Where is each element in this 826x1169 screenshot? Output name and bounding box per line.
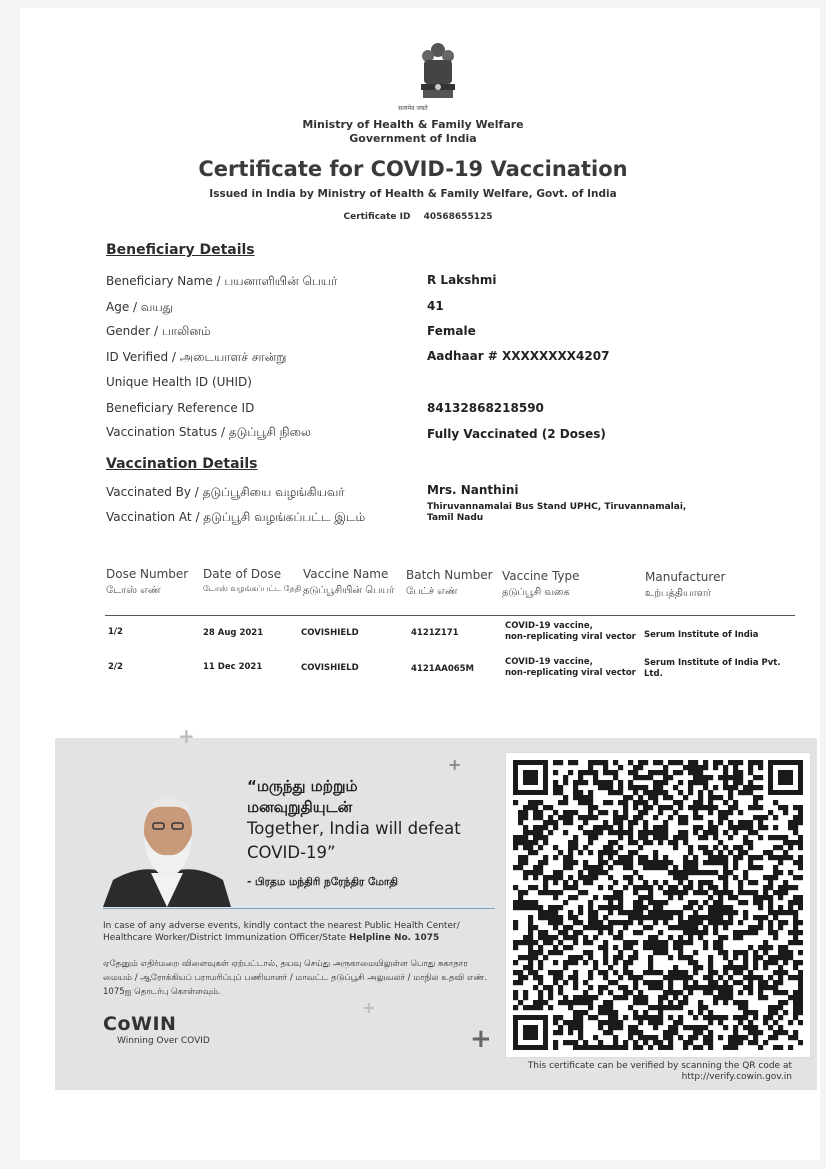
- promo-divider: [103, 908, 495, 909]
- header-en: Batch Number: [406, 568, 493, 582]
- type-line-1: COVID-19 vaccine,: [505, 621, 593, 631]
- row1-manufacturer: [644, 630, 759, 641]
- type-line-2: non-replicating viral vector: [505, 632, 636, 642]
- table-header-manufacturer: [645, 570, 725, 599]
- row1-vaccine: COVISHIELD: [301, 628, 359, 638]
- id-verified-label: ID Verified / அடையாளச் சான்று: [106, 350, 287, 364]
- plus-decoration-icon: +: [178, 724, 195, 748]
- table-header-vaccine-type: [502, 569, 580, 598]
- age-label: Age / வயது: [106, 300, 174, 314]
- table-header-batch-number: [406, 568, 493, 597]
- manufacturer-line-1: Serum Institute of India Pvt.: [644, 658, 781, 668]
- reference-id-value: 84132868218590: [427, 401, 544, 415]
- vaccinated-by-value: Mrs. Nanthini: [427, 483, 519, 497]
- vaccinated-at-line-2: Tamil Nadu: [427, 513, 484, 523]
- row2-batch: 4121AA065M: [411, 664, 475, 674]
- helpline-number: Helpline No. 1075: [348, 933, 440, 943]
- cowin-logo: CoWIN: [103, 1013, 177, 1035]
- table-header-date-of-dose: [203, 567, 303, 593]
- qr-code-pattern: [513, 760, 803, 1050]
- type-line-2: non-replicating viral vector: [505, 668, 636, 678]
- plus-decoration-icon: +: [470, 1024, 492, 1054]
- adverse-events-english: [103, 920, 495, 944]
- ministry-line-1: Ministry of Health & Family Welfare: [302, 118, 524, 131]
- qr-finder-pattern: [523, 1025, 538, 1040]
- vaccinated-at-value: [427, 502, 687, 524]
- vaccination-status-label: Vaccination Status / தடுப்பூசி நிலை: [106, 425, 311, 439]
- quote-tamil-line-2: மனவுறுதியுடன்: [247, 798, 353, 816]
- certificate-id-label: Certificate ID: [343, 212, 411, 222]
- header-en: Manufacturer: [645, 570, 726, 584]
- quote-author: - பிரதம மந்திரி நரேந்திர மோதி: [247, 876, 398, 888]
- verify-url[interactable]: http://verify.cowin.gov.in: [681, 1072, 792, 1082]
- row2-date: 11 Dec 2021: [203, 662, 263, 672]
- vaccination-status-value: Fully Vaccinated (2 Doses): [427, 427, 606, 441]
- beneficiary-details-heading: Beneficiary Details: [106, 242, 255, 258]
- certificate-id: [0, 212, 826, 222]
- prime-minister-portrait: [103, 785, 231, 907]
- gender-label: Gender / பாலினம்: [106, 324, 211, 338]
- quote-english-line-2: COVID-19”: [247, 843, 336, 862]
- header-en: Vaccine Name: [303, 567, 389, 581]
- beneficiary-name-label: Beneficiary Name / பயனாளியின் பெயர்: [106, 274, 338, 288]
- row2-vaccine: COVISHIELD: [301, 663, 359, 673]
- table-header-dose-number: [106, 567, 188, 596]
- plus-decoration-icon: +: [448, 755, 462, 774]
- vaccinated-at-line-1: Thiruvannamalai Bus Stand UPHC, Tiruvannamalai,: [427, 502, 687, 512]
- header-ta: உற்பத்தியாளர்: [645, 588, 712, 599]
- header-en: Vaccine Type: [502, 569, 580, 583]
- header-ta: தடுப்பூசி வகை: [502, 587, 570, 598]
- qr-verification-note: [520, 1061, 792, 1083]
- age-value: 41: [427, 299, 444, 313]
- adverse-text: In case of any adverse events, kindly contact the nearest Public Health Center/ Healthcare Worker/District Immunization Officer/State: [103, 921, 460, 943]
- vaccinated-at-label: Vaccination At / தடுப்பூசி வழங்கப்பட்ட இடம்: [106, 510, 366, 524]
- header-en: Dose Number: [106, 567, 189, 581]
- vaccinated-by-label: Vaccinated By / தடுப்பூசியை வழங்கியவர்: [106, 485, 345, 499]
- ministry-line-2: Government of India: [349, 132, 477, 145]
- type-line-1: COVID-19 vaccine,: [505, 657, 593, 667]
- table-header-vaccine-name: [303, 567, 394, 596]
- qr-finder-pattern: [523, 770, 538, 785]
- certificate-title: Certificate for COVID-19 Vaccination: [198, 157, 628, 181]
- row1-batch: 4121Z171: [411, 628, 459, 638]
- header-ta: டோஸ் வழங்கப்பட்ட தேதி: [203, 584, 302, 593]
- certificate-id-value: 40568655125: [423, 212, 493, 222]
- row2-type: [505, 657, 636, 679]
- row2-manufacturer: [644, 658, 784, 680]
- header-ta: டோஸ் எண்: [106, 585, 161, 596]
- gender-value: Female: [427, 324, 476, 338]
- id-verified-value: Aadhaar # XXXXXXXX4207: [427, 349, 610, 363]
- manufacturer-line-2: Ltd.: [644, 669, 663, 679]
- uhid-label: Unique Health ID (UHID): [106, 375, 252, 389]
- header-en: Date of Dose: [203, 567, 282, 581]
- adverse-events-tamil: ஏதேனும் எதிர்மறை விளைவுகள் ஏற்பட்டால், தயவு செய்து அருகாமையிலுள்ள பொது சுகாதார மையம் / ஆரோக்கியப் பராமரிப்புப் பணியாளர் / மாவட்ட தடுப்பூசி அலுவலர் / மாநில உதவி எண். 1075ஐ தொடர்பு கொள்ளவும்.: [103, 959, 488, 997]
- verification-qr-code[interactable]: [505, 752, 811, 1058]
- row1-type: [505, 621, 636, 643]
- quote-english-line-1: Together, India will defeat: [247, 819, 461, 838]
- certificate-subtitle: Issued in India by Ministry of Health & Family Welfare, Govt. of India: [209, 188, 617, 200]
- vaccination-details-heading: Vaccination Details: [106, 456, 258, 472]
- verify-line-1: This certificate can be verified by scanning the QR code at: [527, 1061, 792, 1071]
- qr-finder-pattern: [778, 770, 793, 785]
- quote-tamil-line-1: “மருந்து மற்றும்: [247, 777, 358, 795]
- emblem-of-india-icon: [413, 40, 463, 110]
- emblem-motto: सत्यमेव जयते: [398, 105, 428, 112]
- beneficiary-name-value: R Lakshmi: [427, 273, 497, 287]
- reference-id-label: Beneficiary Reference ID: [106, 401, 255, 415]
- ministry-name: [0, 118, 826, 146]
- plus-decoration-icon: +: [362, 998, 376, 1017]
- header-ta: தடுப்பூசியின் பெயர்: [303, 585, 395, 596]
- cowin-tagline: Winning Over COVID: [117, 1036, 210, 1046]
- manufacturer-line-1: Serum Institute of India: [644, 630, 759, 640]
- row2-dose: 2/2: [108, 662, 123, 672]
- row1-dose: 1/2: [108, 627, 123, 637]
- header-ta: பேட்ச் எண்: [406, 586, 458, 597]
- row1-date: 28 Aug 2021: [203, 628, 264, 638]
- table-divider: [105, 615, 795, 616]
